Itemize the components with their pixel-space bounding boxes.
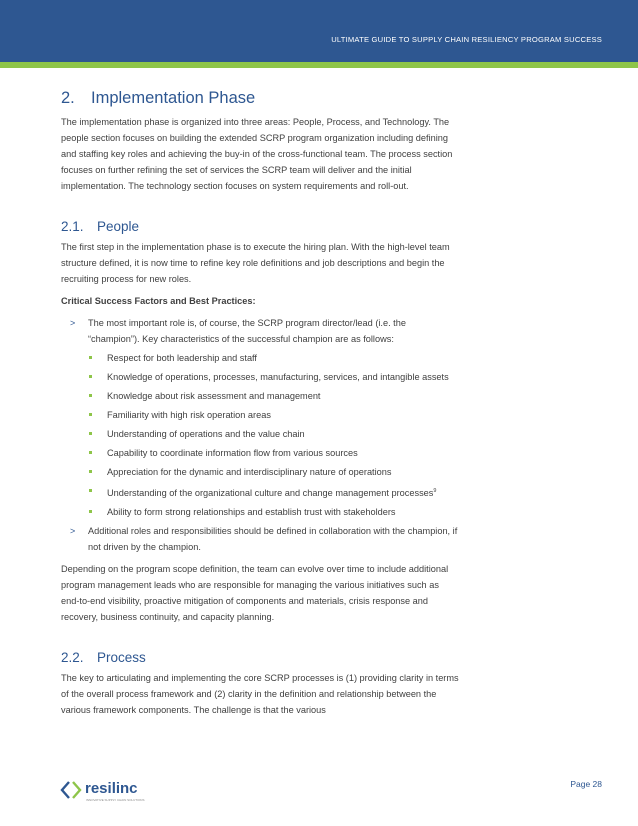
list-item-text: Understanding of the organizational culture and change management processes [107, 488, 434, 499]
list-item-text: Knowledge of operations, processes, manufacturing, services, and intangible assets [107, 372, 449, 382]
header-band [0, 0, 638, 62]
bullet-icon [89, 489, 92, 492]
resilinc-logo [60, 776, 170, 804]
list-item [61, 464, 459, 480]
list-item [61, 445, 459, 461]
section-number: 2. [61, 89, 75, 107]
section-title: Implementation Phase [91, 89, 256, 107]
bullet-icon [89, 356, 92, 359]
section-2-1-intro: The first step in the implementation phase is to execute the hiring plan. With the high-level team structure defined, it is now time to refine key role definitions and job descriptions and begin the recruiting process for new roles. [61, 242, 450, 284]
list-item-text: Familiarity with high risk operation areas [107, 410, 271, 420]
bullet-icon [89, 432, 92, 435]
bullet-icon [89, 375, 92, 378]
section-2-1-heading [61, 218, 459, 236]
list-item [61, 523, 459, 555]
page-content [61, 88, 459, 718]
list-item [61, 350, 459, 366]
page-number: Page 28 [570, 779, 602, 789]
list-item [61, 369, 459, 385]
bullet-icon [89, 451, 92, 454]
header-accent-stripe [0, 62, 638, 68]
section-title: Process [97, 650, 146, 666]
list-item [61, 315, 459, 347]
list-item-text: The most important role is, of course, the SCRP program director/lead (i.e. the “champion”). Key characteristics of the successful champion are as follows: [88, 318, 406, 344]
section-2-intro: The implementation phase is organized into three areas: People, Process, and Technology. The people section focuses on building the extended SCRP program organization including defining and staffing key roles and achieving the buy-in of the cross-functional team. The process section focuses on further refining the set of services the SCRP team will deliver and the initial implementation. The technology section focuses on system requirements and roll-out. [61, 117, 453, 191]
logo-left-chevron [62, 782, 69, 798]
logo-right-chevron [73, 782, 80, 798]
section-title: People [97, 219, 140, 234]
list-item [61, 388, 459, 404]
champion-characteristics-list [61, 350, 459, 520]
list-item-text: Understanding of operations and the value chain [107, 429, 305, 439]
section-2-heading [61, 88, 459, 108]
section-2-1-closing: Depending on the program scope definition, the team can evolve over time to include additional program management leads who are responsible for managing the various initiatives such as end-to-end visibility, proactive mitigation of components and materials, crisis response and recovery, business continuity, and capacity planning. [61, 564, 449, 623]
list-item [61, 426, 459, 442]
list-item-text: Respect for both leadership and staff [107, 353, 257, 363]
chevron-right-icon: > [70, 526, 76, 537]
footnote-ref: 9 [433, 488, 437, 494]
list-item-text: Knowledge about risk assessment and management [107, 391, 321, 401]
logo-tagline: INNOVATIVE SUPPLY CHAIN SOLUTIONS [86, 798, 145, 802]
document-title: ULTIMATE GUIDE TO SUPPLY CHAIN RESILIENCY PROGRAM SUCCESS [331, 35, 602, 44]
bullet-icon [89, 394, 92, 397]
bullet-icon [89, 510, 92, 513]
section-2-2-intro: The key to articulating and implementing the core SCRP processes is (1) providing clarity in terms of the overall process framework and (2) clarity in the definition and relationship between the various framework components. The challenge is that the various [61, 673, 459, 716]
section-number: 2.2. [61, 650, 84, 666]
section-2-2-heading [61, 649, 459, 667]
list-item [61, 407, 459, 423]
list-item-text: Additional roles and responsibilities should be defined in collaboration with the champion, if not driven by the champion. [88, 526, 458, 553]
list-item [61, 483, 459, 501]
list-item-text: Capability to coordinate information flow from various sources [107, 448, 358, 458]
logo-wordmark: resilinc [85, 780, 138, 797]
bullet-icon [89, 413, 92, 416]
list-item [61, 504, 459, 520]
list-item-text: Appreciation for the dynamic and interdisciplinary nature of operations [107, 467, 392, 477]
list-item-text: Ability to form strong relationships and establish trust with stakeholders [107, 507, 396, 518]
bullet-icon [89, 470, 92, 473]
csf-label: Critical Success Factors and Best Practices: [61, 296, 256, 306]
chevron-right-icon: > [70, 318, 76, 328]
section-number: 2.1. [61, 219, 84, 234]
